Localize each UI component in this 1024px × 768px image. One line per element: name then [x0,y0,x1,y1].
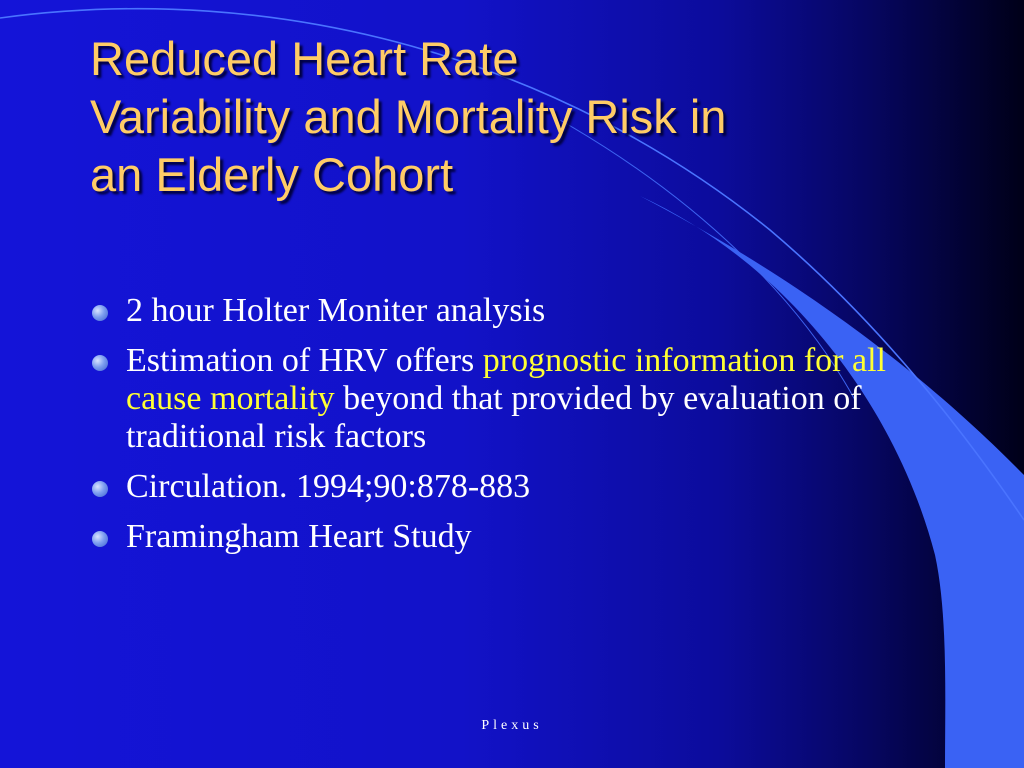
bullet-text: 2 hour Holter Moniter analysis [126,292,546,329]
highlighted-text: prognostic information for all cause mortality [126,342,886,417]
bullet-item [90,292,910,330]
bullet-item [90,342,910,456]
bullet-text: beyond that provided by evaluation of traditional risk factors [126,380,862,455]
title-line: an Elderly Cohort [90,148,454,201]
bullet-item [90,518,910,556]
bullet-item [90,468,910,506]
footer-text: Plexus [481,718,543,733]
bullet-icon [92,305,108,321]
title-line: Variability and Mortality Risk in [90,90,727,143]
bullet-text: Estimation of HRV offers [126,342,483,379]
slide-title [90,30,970,204]
bullet-icon [92,531,108,547]
bullet-text: Circulation. 1994;90:878-883 [126,468,531,505]
bullet-list [90,292,910,568]
title-line: Reduced Heart Rate [90,32,519,85]
bullet-icon [92,355,108,371]
bullet-text: Framingham Heart Study [126,518,472,555]
bullet-icon [92,481,108,497]
